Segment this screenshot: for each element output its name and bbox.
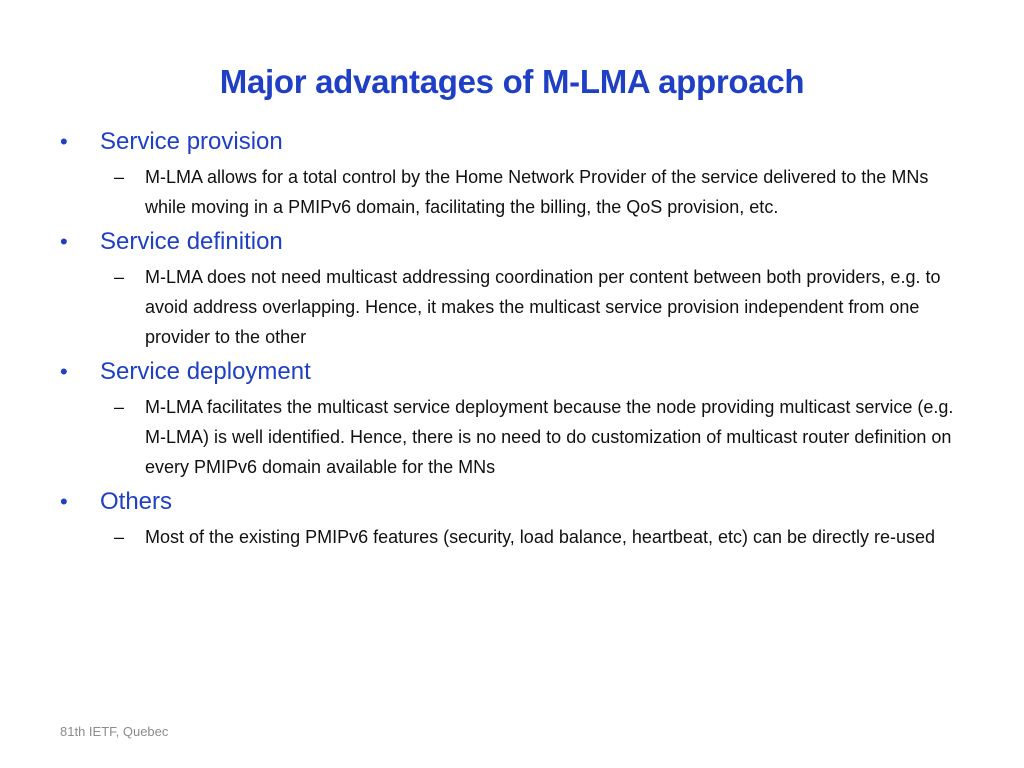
bullet-item [60, 356, 970, 482]
sub-bullet-marker: – [114, 167, 125, 187]
sub-bullet-row [114, 162, 970, 222]
slide-title: Major advantages of M-LMA approach [219, 63, 805, 100]
bullet-heading: Service definition [100, 228, 283, 255]
bullet-item [60, 226, 970, 352]
bullet-row [60, 356, 970, 388]
bullet-heading: Others [100, 488, 173, 515]
sub-bullet-marker: – [114, 397, 125, 417]
sub-bullet-text: M-LMA facilitates the multicast service deployment because the node providing multicast service (e.g. M-LMA) is well identified. Hence, there is no need to do customization of multicast router definition on every PMIPv6 domain available for the MNs [145, 397, 954, 477]
bullet-item [60, 486, 970, 552]
bullet-marker: • [60, 129, 68, 154]
bullet-item [60, 126, 970, 222]
sub-bullet-text: M-LMA allows for a total control by the Home Network Provider of the service delivered to the MNs while moving in a PMIPv6 domain, facilitating the billing, the QoS provision, etc. [145, 167, 929, 217]
bullet-marker: • [60, 489, 68, 514]
slide-footer: 81th IETF, Quebec [60, 724, 169, 739]
bullet-heading: Service deployment [100, 358, 311, 385]
sub-bullet-marker: – [114, 527, 125, 547]
bullet-row [60, 126, 970, 158]
sub-bullet-text: M-LMA does not need multicast addressing coordination per content between both providers, e.g. to avoid address overlapping. Hence, it makes the multicast service provision independent from one provider to the other [145, 267, 941, 347]
sub-bullet-marker: – [114, 267, 125, 287]
sub-bullet-text: Most of the existing PMIPv6 features (security, load balance, heartbeat, etc) can be directly re-used [145, 527, 936, 547]
bullet-row [60, 226, 970, 258]
sub-bullet-row [114, 522, 970, 552]
bullet-marker: • [60, 359, 68, 384]
bullet-row [60, 486, 970, 518]
bullet-list [60, 126, 970, 556]
sub-bullet-row [114, 262, 970, 352]
bullet-marker: • [60, 229, 68, 254]
bullet-heading: Service provision [100, 128, 283, 155]
sub-bullet-row [114, 392, 970, 482]
